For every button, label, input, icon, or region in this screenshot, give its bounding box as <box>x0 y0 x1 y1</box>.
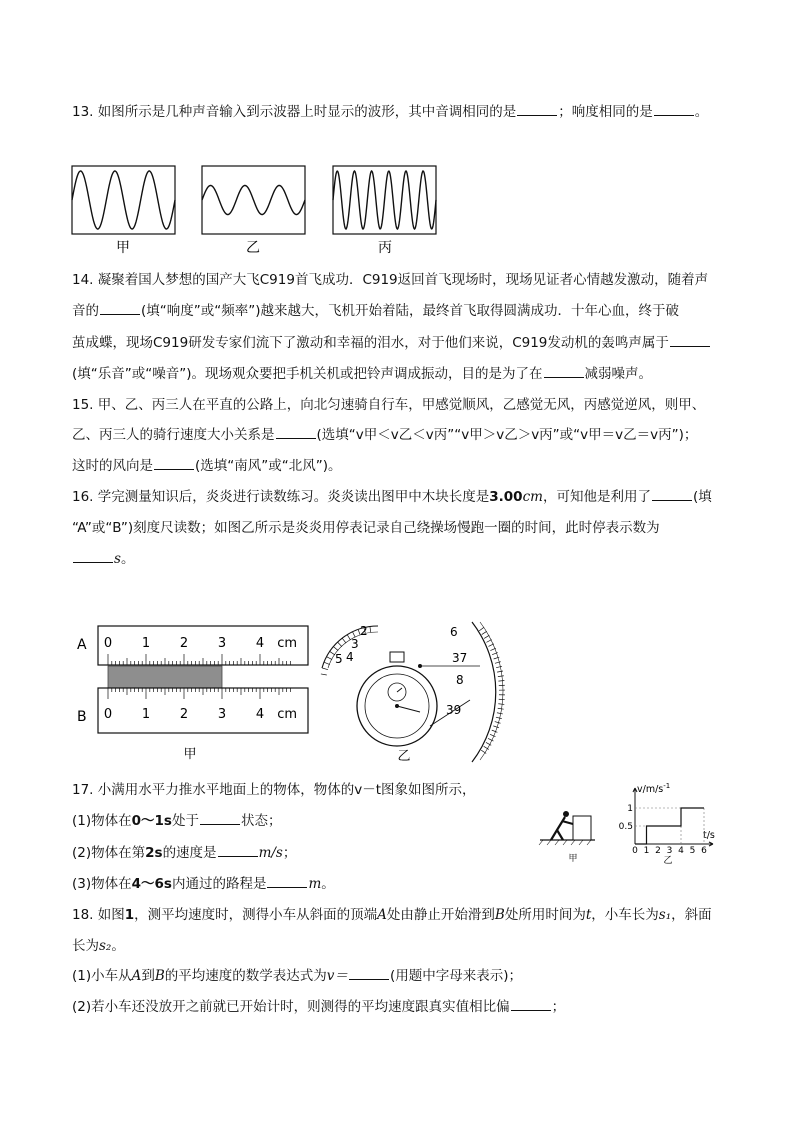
ruler-number: 2 <box>179 636 189 651</box>
big-dial-tick <box>495 722 501 724</box>
fig-yi-label: 乙 <box>397 749 411 764</box>
q14-line4: (填“乐音”或“噪音”)。现场观众要把手机关机或把铃声调成振动，目的是为了在 减弱噪声。 <box>72 366 653 382</box>
ruler-number: 0 <box>103 707 113 722</box>
q18-line3: (1)小车从A到B的平均速度的数学表达式为v＝ (用题中字母来表示)； <box>72 968 522 984</box>
small-dial-tick <box>321 674 327 675</box>
ruler-number: 3 <box>217 707 227 722</box>
q17-line1: 17. 小满用水平力推水平地面上的物体，物体的v－t图象如图所示， <box>72 782 476 798</box>
stopwatch <box>321 622 505 764</box>
ruler-number: 1 <box>141 707 151 722</box>
q13-blank-loudness[interactable] <box>654 102 694 116</box>
vt-y-label: $v/m/s^{-1}$ <box>637 782 671 795</box>
q16-line1: 16. 学完测量知识后，炎炎进行读数练习。炎炎读出图甲中木块长度是3.00cm，可知他是利用了 (填 <box>72 489 712 505</box>
q14-blank-1[interactable] <box>100 301 140 315</box>
q17-blank-2[interactable] <box>218 843 258 857</box>
big-dial-tick <box>486 640 491 643</box>
small-dial-tick <box>324 662 330 664</box>
q18-blank-1[interactable] <box>349 966 389 980</box>
ruler-a-label: A <box>77 637 87 653</box>
vt-x-tick: 4 <box>678 846 684 856</box>
big-dial-tick <box>498 708 504 709</box>
q17-blank-3[interactable] <box>267 874 307 888</box>
big-dial-tick <box>496 717 502 718</box>
q15-line1: 15. 甲、乙、丙三人在平直的公路上，向北匀速骑自行车，甲感觉顺风，乙感觉无风，丙感觉逆风，则甲、 <box>72 397 706 413</box>
big-dial-tick <box>488 644 493 647</box>
small-dial-tick <box>338 642 342 646</box>
wave-box-jia <box>72 166 175 234</box>
q14-line3: 茧成蝶，现场C919研发专家们流下了激动和幸福的泪水，对于他们来说，C919发动机的轰鸣声属于 <box>72 333 711 353</box>
ruler-number: 0 <box>103 636 113 651</box>
wood-block <box>108 666 222 688</box>
small-dial-tick <box>322 668 328 670</box>
push-scene <box>539 811 595 864</box>
big-dial-6: 6 <box>450 625 458 639</box>
small-dial-tick <box>342 638 346 643</box>
big-dial-tick <box>498 681 504 682</box>
ruler-number: 4 <box>255 707 265 722</box>
q18-blank-2[interactable] <box>511 997 551 1011</box>
big-dial-tick <box>498 676 504 677</box>
q15-line3: 这时的风向是 (选填“南风”或“北风”)。 <box>72 458 342 474</box>
big-dial-tick <box>479 627 484 631</box>
wave-box-bing <box>333 166 436 234</box>
vt-fig-label: 乙 <box>663 856 673 866</box>
vt-x-label: t/s <box>703 830 715 841</box>
small-dial-4: 4 <box>346 650 354 664</box>
big-dial-8: 8 <box>456 673 464 687</box>
big-dial-37: 37 <box>452 651 468 665</box>
small-dial-5: 5 <box>335 652 343 666</box>
small-dial-3: 3 <box>351 637 359 651</box>
q13-line: 13. 如图所示是几种声音输入到示波器上时显示的波形，其中音调相同的是 ；响度相同的是 。 <box>72 104 709 120</box>
vt-x-tick: 0 <box>632 846 638 856</box>
q16-figure <box>60 610 510 768</box>
q16-blank-1[interactable] <box>652 487 692 501</box>
q15-line2: 乙、丙三人的骑行速度大小关系是 (选填“v甲＜v乙＜v丙”“v甲＞v乙＞v丙”或“v甲＝v乙＝v丙”)； <box>72 427 698 443</box>
q18-line2: 长为s₂。 <box>72 938 125 954</box>
small-dial-tick <box>327 657 332 660</box>
q15-blank-2[interactable] <box>154 456 194 470</box>
q14-blank-2[interactable] <box>670 333 710 347</box>
q16-line2: “A”或“B”)刻度尺读数；如图乙所示是炎炎用停表记录自己绕操场慢跑一圈的时间，此时停表示数为 <box>72 520 660 536</box>
big-dial-tick <box>497 713 503 714</box>
ruler-b-label: B <box>77 709 87 725</box>
small-dial-tick <box>334 647 339 651</box>
big-dial-39: 39 <box>446 703 462 717</box>
q17-blank-1[interactable] <box>200 811 240 825</box>
q13-waveforms <box>60 160 450 260</box>
vt-x-tick: 3 <box>666 846 673 856</box>
ruler-number: 1 <box>141 636 151 651</box>
q13-blank-pitch[interactable] <box>517 102 557 116</box>
ruler-number: 4 <box>255 636 265 651</box>
q18-line1: 18. 如图1，测平均速度时，测得小车从斜面的顶端A处由静止开始滑到B处所用时间为t，小车长为s₁，斜面 <box>72 907 712 923</box>
big-dial-tick <box>484 635 489 638</box>
q17-line4: (3)物体在4～6s内通过的路程是 m。 <box>72 876 335 892</box>
q17-line2: (1)物体在0～1s处于 状态； <box>72 813 282 829</box>
vt-y-tick: 0.5 <box>618 822 633 832</box>
ruler-unit: cm <box>277 707 298 722</box>
ruler-number: 3 <box>217 636 227 651</box>
vt-y-tick: 1 <box>627 804 633 814</box>
small-dial-tick <box>347 635 350 640</box>
q18-line4: (2)若小车还没放开之前就已开始计时，则测得的平均速度跟真实值相比偏 ； <box>72 999 566 1015</box>
vt-x-tick: 2 <box>655 846 661 856</box>
vt-x-tick: 1 <box>643 846 650 856</box>
big-dial-tick <box>498 704 504 705</box>
fig-jia-label: 甲 <box>183 747 197 762</box>
vt-x-tick: 6 <box>701 846 707 856</box>
vt-series-line <box>635 808 704 844</box>
q16-blank-2[interactable] <box>73 549 113 563</box>
big-dial-tick <box>496 666 502 667</box>
q16-line3: s。 <box>72 549 134 569</box>
wave-box-yi <box>202 166 305 234</box>
q14-line2: 音的 (填“响度”或“频率”)越来越大，飞机开始着陆，最终首飞取得圆满成功．十年心血，终于破 <box>72 303 680 319</box>
big-dial-tick <box>493 726 499 728</box>
q14-line1: 14. 凝聚着国人梦想的国产大飞C919首飞成功．C919返回首飞现场时，现场见证者心情越发激动，随着声 <box>72 272 709 288</box>
fig-17-jia-label: 甲 <box>568 854 578 864</box>
q14-blank-3[interactable] <box>544 364 584 378</box>
ruler-number: 2 <box>179 707 189 722</box>
wave-label-jia: 甲 <box>116 240 130 256</box>
wave-label-yi: 乙 <box>246 240 260 256</box>
q17-line3: (2)物体在第2s的速度是 m/s； <box>72 845 297 861</box>
small-dial-tick <box>370 627 371 633</box>
small-dial-2: 2 <box>360 624 368 638</box>
big-dial-tick <box>497 671 503 672</box>
q15-blank-1[interactable] <box>276 425 316 439</box>
vt-chart <box>619 782 715 866</box>
vt-x-tick: 5 <box>689 846 696 856</box>
ruler-unit: cm <box>277 636 298 651</box>
q17-figure <box>535 780 735 870</box>
wave-label-bing: 丙 <box>378 240 392 256</box>
big-dial-tick <box>482 631 487 634</box>
